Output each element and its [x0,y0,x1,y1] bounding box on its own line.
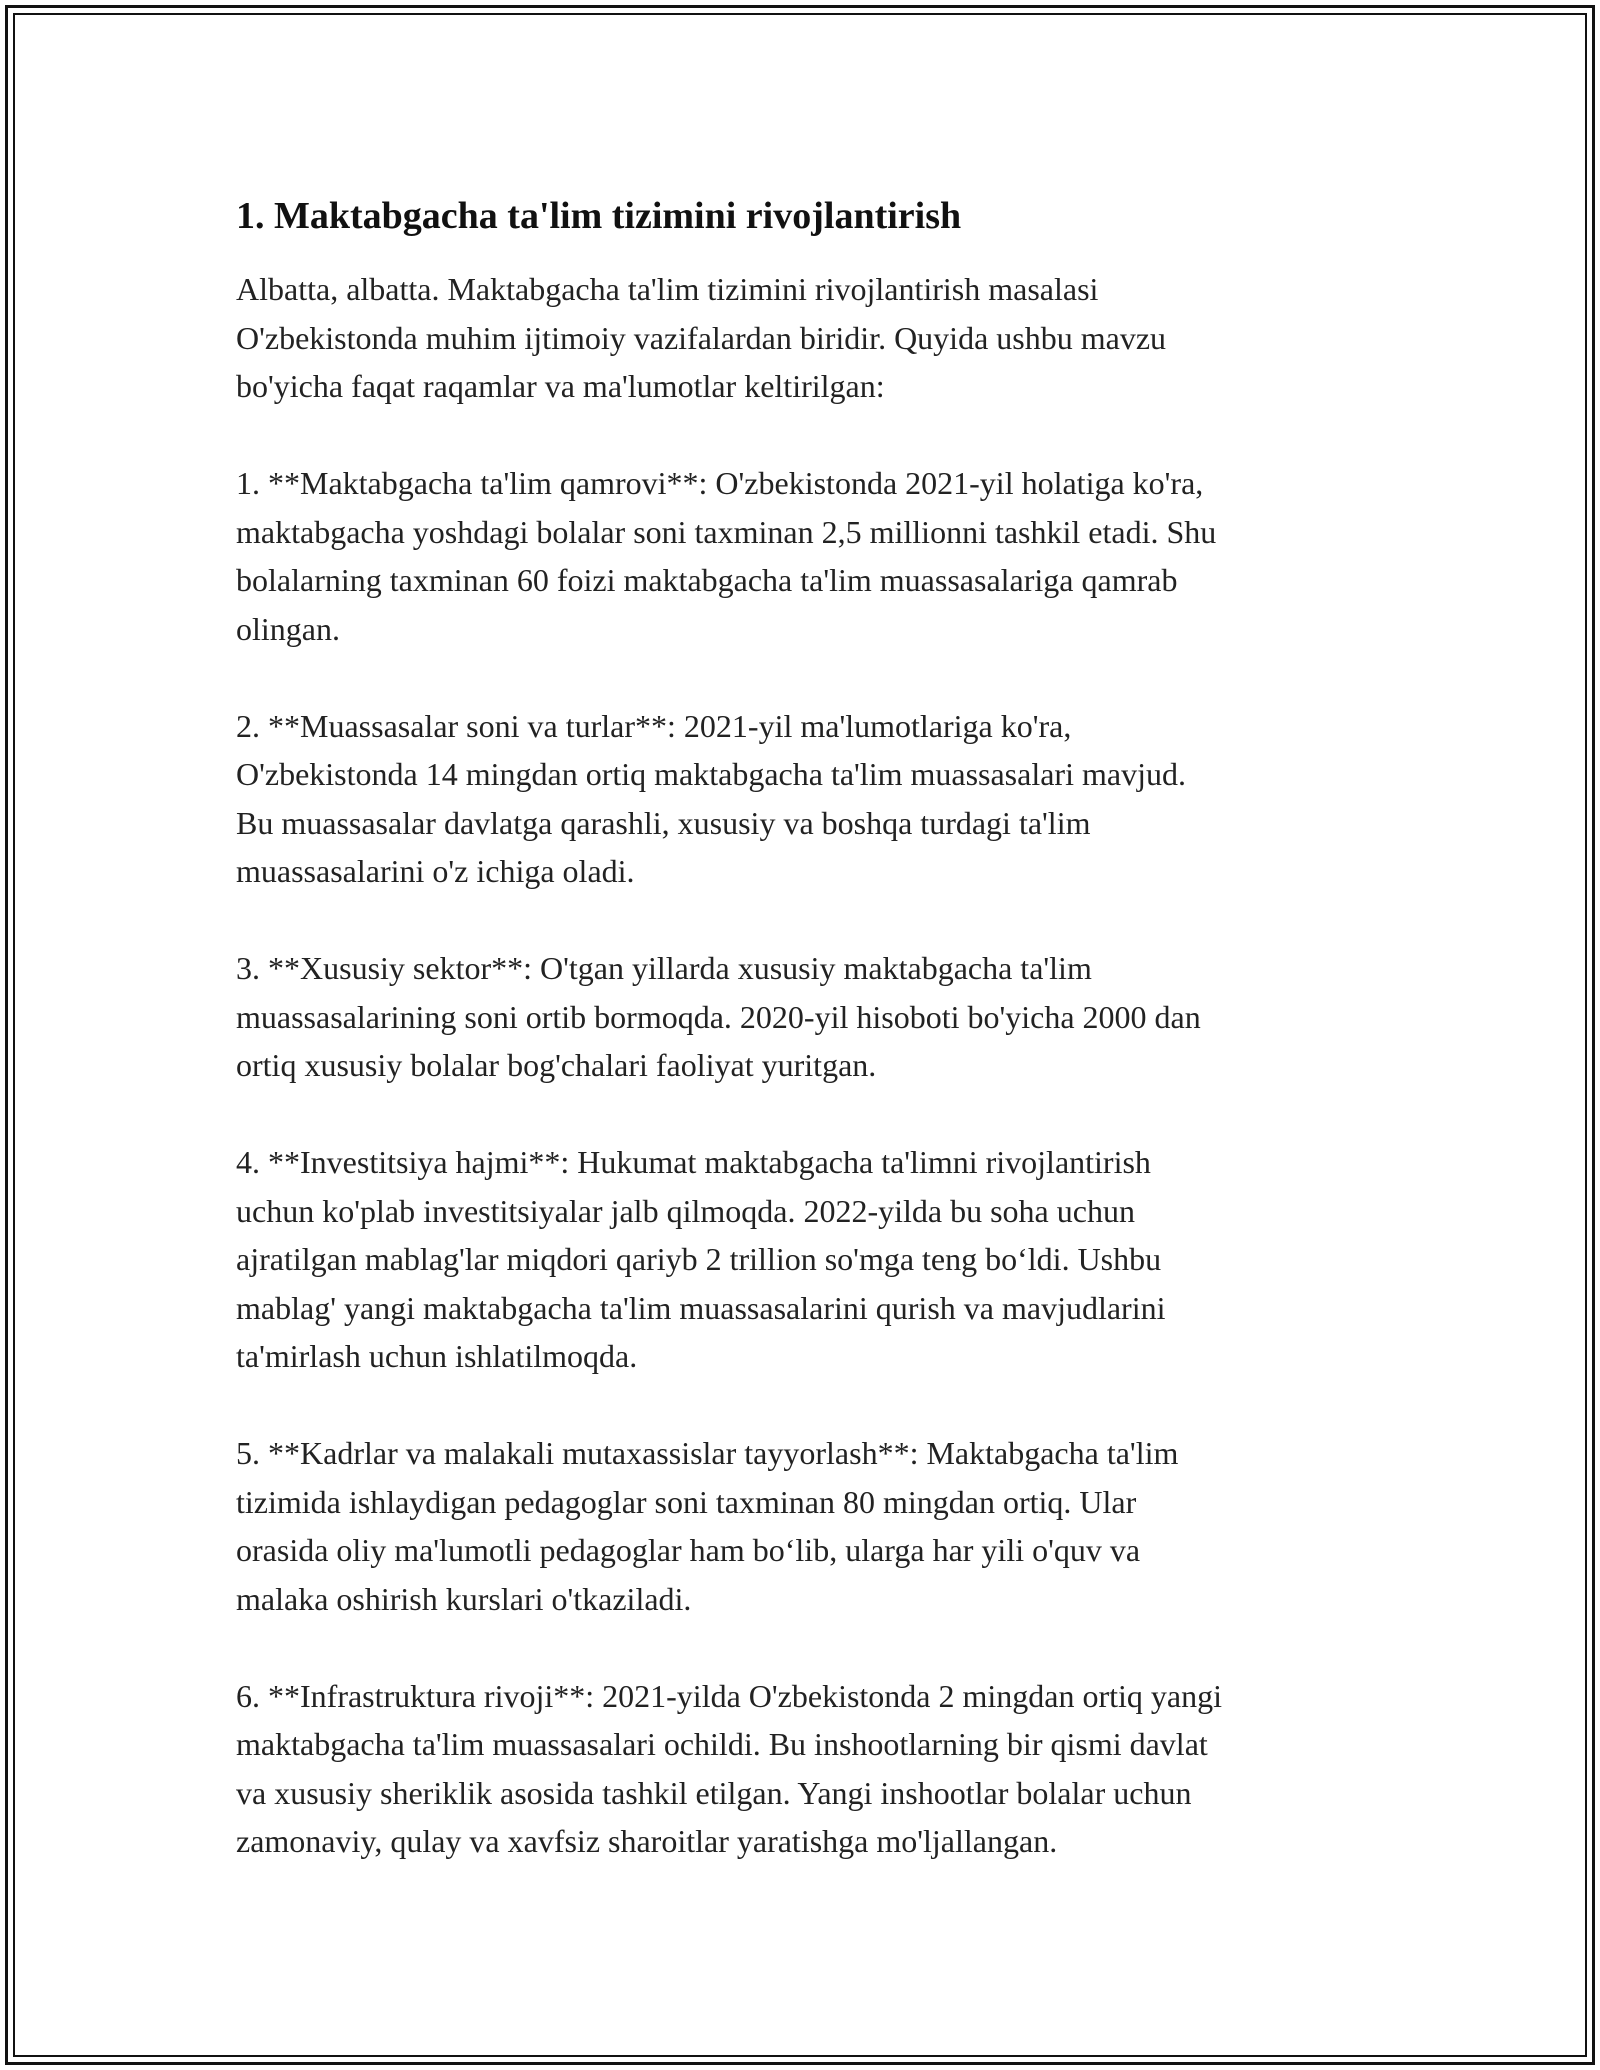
list-item-private-sector: 3. **Xususiy sektor**: O'tgan yillarda xususiy maktabgacha ta'lim muassasalarining soni ortib bormoqda. 2020-yil hisoboti bo'yicha 2000 dan ortiq xususiy bolalar bog'chalari faoliyat yuritgan. [236,950,1201,1083]
list-item-infrastructure: 6. **Infrastruktura rivoji**: 2021-yilda O'zbekistonda 2 mingdan ortiq yangi maktabgacha ta'lim muassasalari ochildi. Bu inshootlarning bir qismi davlat va xususiy sheriklik asosida tashkil etilgan. Yangi inshootlar bolalar uchun zamonaviy, qulay va xavfsiz sharoitlar yaratishga mo'ljallangan. [236,1677,1223,1859]
document-body [236,188,1376,1866]
intro-paragraph: Albatta, albatta. Maktabgacha ta'lim tizimini rivojlantirish masalasi O'zbekistonda muhim ijtimoiy vazifalardan biridir. Quyida ushbu mavzu bo'yicha faqat raqamlar va ma'lumotlar keltirilgan: [236,271,1167,404]
list-item-investment: 4. **Investitsiya hajmi**: Hukumat maktabgacha ta'limni rivojlantirish uchun ko'plab investitsiyalar jalb qilmoqda. 2022-yilda bu soha uchun ajratilgan mablag'lar miqdori qariyb 2 trillion so'mga teng bo‘ldi. Ushbu mablag' yangi maktabgacha ta'lim muassasalarini qurish va mavjudlarini ta'mirlash uchun ishlatilmoqda. [236,1144,1166,1374]
document-title: 1. Maktabgacha ta'lim tizimini rivojlantirish [236,195,962,237]
list-item-coverage: 1. **Maktabgacha ta'lim qamrovi**: O'zbekistonda 2021-yil holatiga ko'ra, maktabgacha yoshdagi bolalar soni taxminan 2,5 millionni tashkil etadi. Shu bolalarning taxminan 60 foizi maktabgacha ta'lim muassasalariga qamrab olingan. [236,465,1217,647]
list-item-staff-training: 5. **Kadrlar va malakali mutaxassislar tayyorlash**: Maktabgacha ta'lim tizimida ishlaydigan pedagoglar soni taxminan 80 mingdan ortiq. Ular orasida oliy ma'lumotli pedagoglar ham bo‘lib, ularga har yili o'quv va malaka oshirish kurslari o'tkaziladi. [236,1435,1179,1617]
list-item-institutions: 2. **Muassasalar soni va turlar**: 2021-yil ma'lumotlariga ko'ra, O'zbekistonda 14 mingdan ortiq maktabgacha ta'lim muassasalari mavjud. Bu muassasalar davlatga qarashli, xususiy va boshqa turdagi ta'lim muassasalarini o'z ichiga oladi. [236,707,1186,889]
